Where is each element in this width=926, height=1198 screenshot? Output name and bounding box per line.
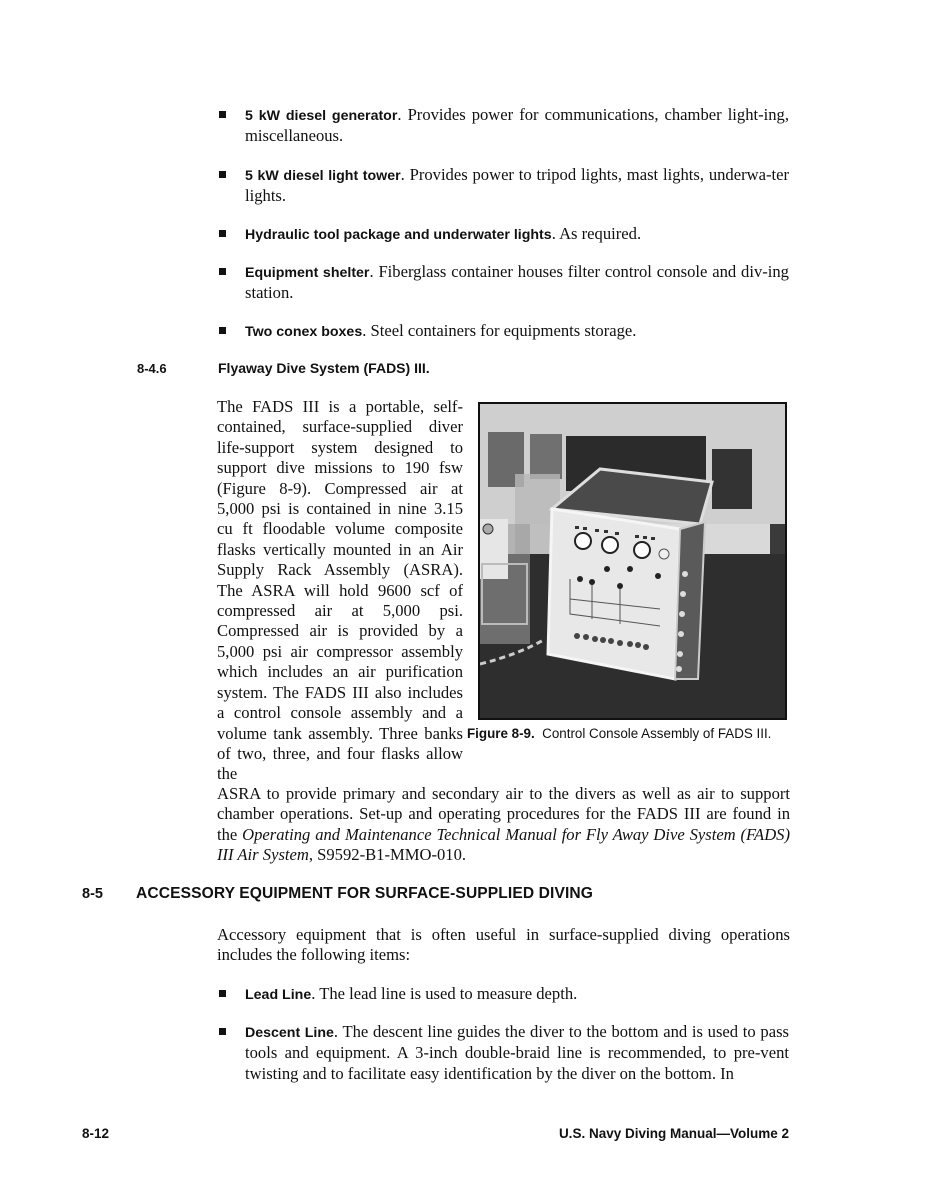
bullet-diesel-light-tower <box>217 165 789 207</box>
bullet-lead: Lead Line <box>245 987 312 1003</box>
bullet-square-icon <box>219 327 226 334</box>
manual-reference-number: , S9592-B1-MMO-010. <box>308 845 467 865</box>
section-number: 8-5 <box>82 886 103 902</box>
figure-caption-text: Control Console Assembly of FADS III. <box>542 726 772 741</box>
fads-paragraph: The FADS III is a portable, self-contained, surface-supplied diver life-support system designed to support dive missions to 190 fsw (Figure 8-9). Compressed air at 5,000 psi is contained in nine 3.15 cu ft floodable volume composite flasks vertically mounted in an Air Supply Rack Assembly (ASRA). The ASRA will hold 9600 scf of compressed air at 5,000 psi. Compressed air is provided by a 5,000 psi air compressor assembly which includes an air purification system. The FADS III also includes a control console assembly and a volume tank assembly. Three banks of two, three, and four flasks allow the <box>217 397 463 784</box>
figure-caption <box>467 725 787 742</box>
bullet-text: . Provides power for communications, chamber light-ing, miscellaneous. <box>245 105 789 146</box>
bullet-lead-line <box>217 984 789 1005</box>
paragraph-text: ASRA to provide primary and secondary air to the divers as well as air to support chamber operations. Set-up and operating procedures for the FADS III are found in the <box>217 784 790 844</box>
bullet-text: . Provides power to tripod lights, mast lights, underwa-ter lights. <box>245 165 789 206</box>
bullet-lead: Descent Line <box>245 1025 334 1041</box>
subsection-number: 8-4.6 <box>137 361 167 376</box>
bullet-square-icon <box>219 171 226 178</box>
fads-paragraph-continued <box>217 784 790 866</box>
bullet-conex-boxes <box>217 321 789 342</box>
bullet-square-icon <box>219 268 226 275</box>
bullet-text: . The descent line guides the diver to the bottom and is used to pass tools and equipment. A 3-inch double-braid line is recommended, to pre-vent twisting and to facilitate easy identification by the diver on the bottom. In <box>245 1022 789 1083</box>
bullet-lead: 5 kW diesel generator <box>245 108 398 124</box>
bullet-square-icon <box>219 1028 226 1035</box>
bullet-text: . The lead line is used to measure depth. <box>311 984 578 1003</box>
bullet-text: . As required. <box>551 224 642 243</box>
bullet-descent-line <box>217 1022 789 1084</box>
bullet-lead: 5 kW diesel light tower <box>245 168 401 184</box>
manual-reference-title: Operating and Maintenance Technical Manual for Fly Away Dive System (FADS) III Air System <box>217 824 790 865</box>
subsection-title: Flyaway Dive System (FADS) III. <box>218 360 430 376</box>
bullet-text: . Steel containers for equipments storage. <box>362 321 637 340</box>
bullet-text: . Fiberglass container houses filter control console and div-ing station. <box>245 262 789 303</box>
section-intro: Accessory equipment that is often useful in surface-supplied diving operations includes the following items: <box>217 925 790 965</box>
control-console-photo-illustration <box>480 404 785 718</box>
bullet-diesel-generator <box>217 105 789 147</box>
bullet-hydraulic-tool <box>217 224 789 245</box>
figure-label: Figure 8-9. <box>467 726 535 741</box>
section-title: ACCESSORY EQUIPMENT FOR SURFACE-SUPPLIED DIVING <box>136 885 593 902</box>
figure-photo <box>478 402 787 720</box>
bullet-square-icon <box>219 990 226 997</box>
page-number: 8-12 <box>82 1126 110 1141</box>
bullet-square-icon <box>219 230 226 237</box>
bullet-lead: Equipment shelter <box>245 265 370 281</box>
bullet-lead: Two conex boxes <box>245 324 363 340</box>
bullet-lead: Hydraulic tool package and underwater lights <box>245 227 552 243</box>
bullet-square-icon <box>219 111 226 118</box>
bullet-equipment-shelter <box>217 262 789 304</box>
manual-title: U.S. Navy Diving Manual—Volume 2 <box>558 1126 789 1141</box>
